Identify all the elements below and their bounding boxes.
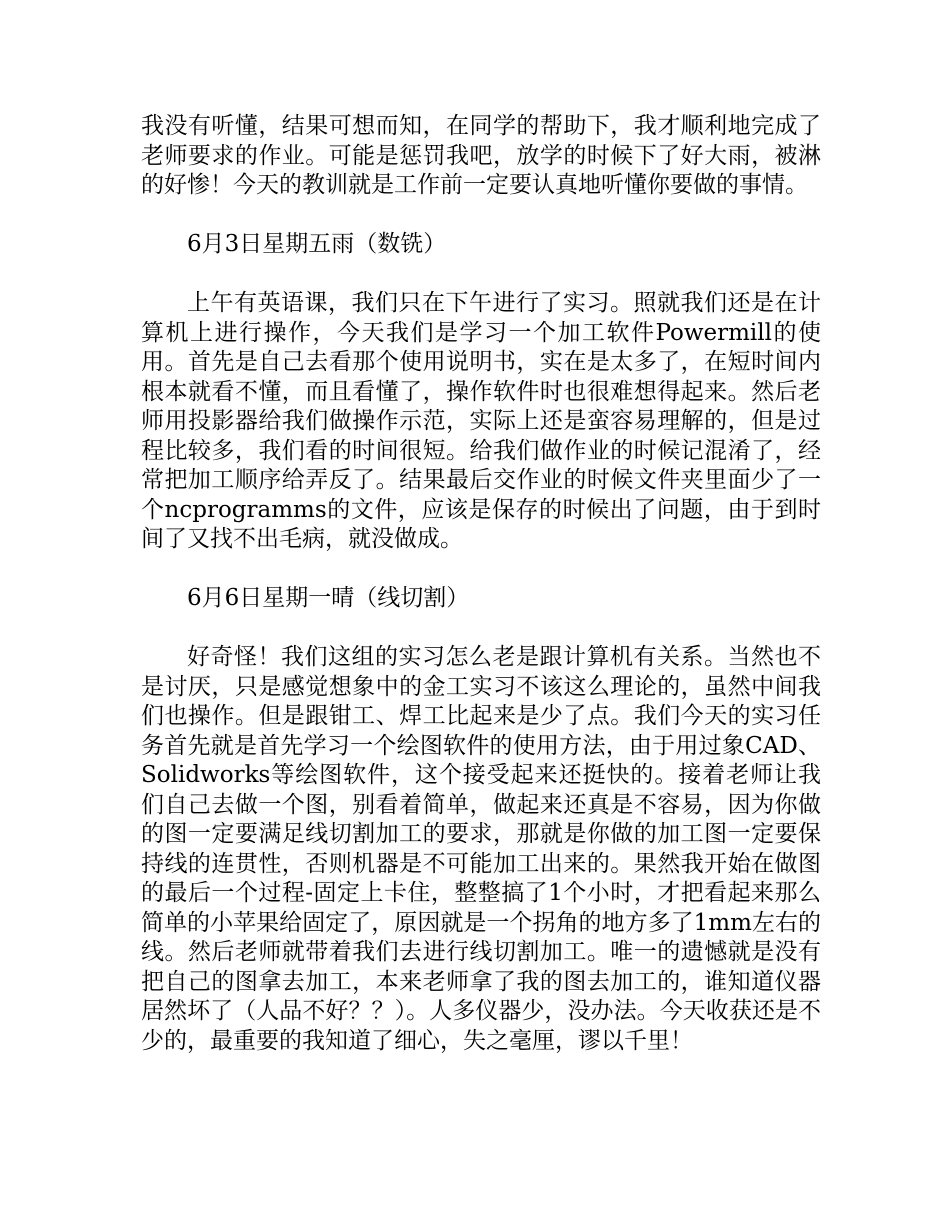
paragraph-continuation: 我没有听懂，结果可想而知，在同学的帮助下，我才顺利地完成了老师要求的作业。可能是惩罚我吧，放学的时候下了好大雨，被淋的好惨！今天的教训就是工作前一定要认真地听懂你要做的事情。 (141, 113, 821, 198)
diary-entry-heading-june-6: 6月6日星期一晴（线切割） (187, 585, 470, 611)
diary-entry-heading-june-3: 6月3日星期五雨（数铣） (187, 231, 447, 257)
document-body (141, 112, 821, 1086)
diary-entry-paragraph-june-3: 上午有英语课，我们只在下午进行了实习。照就我们还是在计算机上进行操作，今天我们是学习一个加工软件Powermill的使用。首先是自己去看那个使用说明书，实在是太多了，在短时间内根本就看不懂，而且看懂了，操作软件时也很难想得起来。然后老师用投影器给我们做操作示范，实际上还是蛮容易理解的，但是过程比较多，我们看的时间很短。给我们做作业的时候记混淆了，经常把加工顺序给弄反了。结果最后交作业的时候文件夹里面少了一个ncprogramms的文件，应该是保存的时候出了问题，由于到时间了又找不出毛病，就没做成。 (141, 290, 821, 552)
diary-entry-paragraph-june-6: 好奇怪！我们这组的实习怎么老是跟计算机有关系。当然也不是讨厌，只是感觉想象中的金工实习不该这么理论的，虽然中间我们也操作。但是跟钳工、焊工比起来是少了点。我们今天的实习任务首先就是首先学习一个绘图软件的使用方法，由于用过象CAD、Solidworks等绘图软件，这个接受起来还挺快的。接着老师让我们自己去做一个图，别看着简单，做起来还真是不容易，因为你做的图一定要满足线切割加工的要求，那就是你做的加工图一定要保持线的连贯性，否则机器是不可能加工出来的。果然我开始在做图的最后一个过程-固定上卡住，整整搞了1个小时，才把看起来那么简单的小苹果给固定了，原因就是一个拐角的地方多了1mm左右的线。然后老师就带着我们去进行线切割加工。唯一的遗憾就是没有把自己的图拿去加工，本来老师拿了我的图去加工的，谁知道仪器居然坏了（人品不好？？）。人多仪器少，没办法。今天收获还是不少的，最重要的我知道了细心，失之毫厘，谬以千里！ (141, 644, 821, 1054)
